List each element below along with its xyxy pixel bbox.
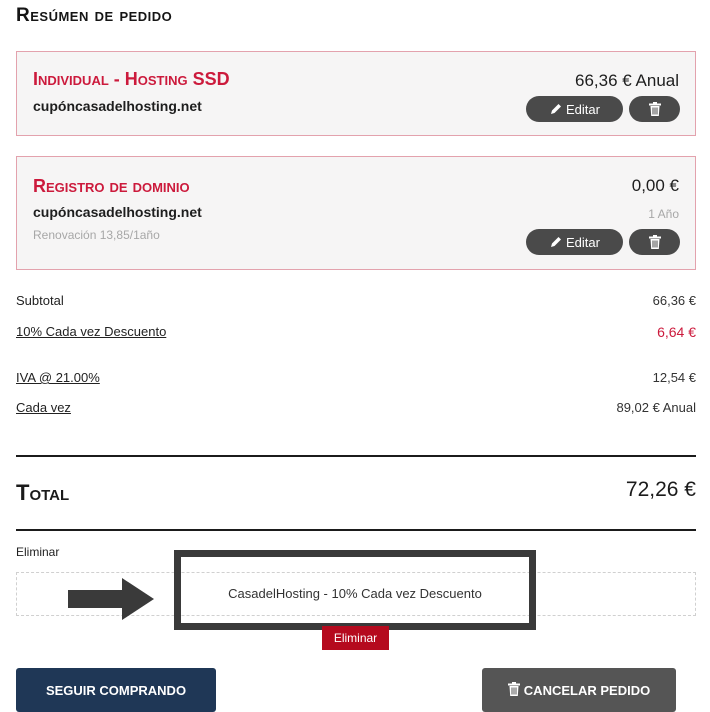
continue-shopping-button[interactable] [16, 668, 216, 712]
cart-item-domain [16, 156, 696, 270]
promo-code-text: CasadelHosting - 10% Cada vez Descuento [228, 586, 482, 601]
item-domain: cupóncasadelhosting.net [33, 204, 202, 220]
item-price: 66,36 € Anual [575, 71, 679, 90]
tax-label[interactable]: IVA @ 21.00% [16, 370, 100, 385]
remove-promo-button[interactable]: Eliminar [322, 626, 389, 650]
subtotal-value: 66,36 € [652, 293, 696, 308]
total-label: Total [16, 480, 70, 505]
cart-item-hosting [16, 51, 696, 136]
discount-value: 6,64 € [657, 324, 696, 340]
item-period: 1 Año [648, 207, 679, 221]
discount-label[interactable]: 10% Cada vez Descuento [16, 324, 167, 339]
edit-button[interactable] [526, 96, 623, 122]
continue-shopping-label: SEGUIR COMPRANDO [45, 682, 187, 698]
pencil-icon [549, 102, 563, 116]
trash-icon [649, 235, 661, 249]
cancel-order-button[interactable] [482, 668, 676, 712]
delete-item-button[interactable] [629, 229, 680, 255]
trash-icon [649, 102, 661, 116]
pencil-icon [549, 235, 563, 249]
item-renewal: Renovación 13,85/1año [33, 228, 160, 242]
delete-item-button[interactable] [629, 96, 680, 122]
item-title: Individual - Hosting SSD [33, 69, 230, 89]
subtotal-label: Subtotal [16, 293, 64, 308]
total-value: 72,26 € [625, 478, 696, 501]
edit-button[interactable] [526, 229, 623, 255]
cancel-order-label: CANCELAR PEDIDO [523, 682, 651, 698]
edit-label: Editar [566, 101, 600, 117]
recurring-value: 89,02 € Anual [616, 400, 696, 415]
recurring-label[interactable]: Cada vez [16, 400, 71, 415]
tax-value: 12,54 € [652, 370, 696, 385]
arrow-right-icon [68, 578, 154, 625]
promo-section-label: Eliminar [16, 545, 60, 559]
trash-icon [508, 682, 520, 699]
item-domain: cupóncasadelhosting.net [33, 98, 202, 114]
divider [16, 529, 696, 531]
edit-label: Editar [566, 234, 600, 250]
item-price: 0,00 € [631, 176, 679, 195]
page-title: Resúmen de pedido [16, 5, 173, 26]
item-title: Registro de dominio [33, 176, 190, 196]
divider [16, 455, 696, 457]
